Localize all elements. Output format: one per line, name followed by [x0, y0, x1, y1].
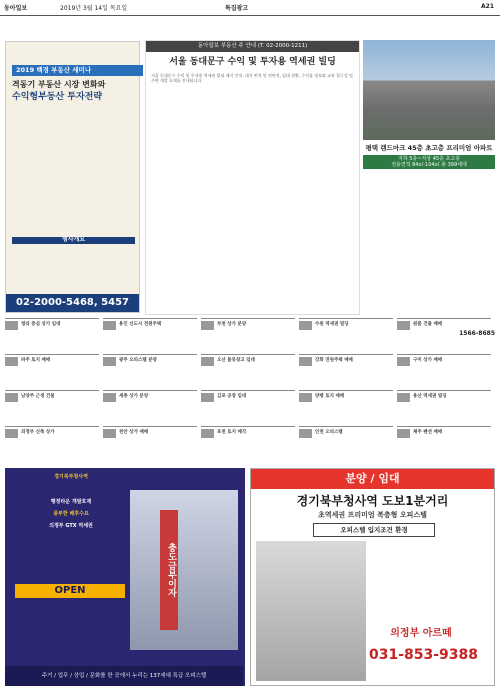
listing-title: 청라 중심 상가 임대 [21, 322, 61, 327]
listing-title: 천안 상가 매매 [119, 430, 149, 435]
apartment-band [363, 155, 495, 169]
listing-photo [299, 321, 312, 330]
listing-item [103, 390, 197, 425]
listing-photo [201, 393, 214, 402]
listing-item [397, 390, 491, 425]
listing-title: 오산 물류창고 임대 [217, 358, 255, 363]
listing-title: 남양주 근생 건물 [21, 394, 55, 399]
office-banner-left [5, 468, 245, 686]
listing-item [201, 318, 295, 353]
issue-date: 2019년 3월 14일 목요일 [60, 5, 128, 12]
listing-photo [5, 357, 18, 366]
listing-photo [5, 429, 18, 438]
seminar-phone: 02-2000-5468, 5457 [6, 294, 139, 312]
listing-photo [103, 321, 116, 330]
listing-photo [5, 321, 18, 330]
sale-rent-header: 분양 / 임대 [251, 469, 494, 489]
listing-item [5, 390, 99, 425]
listing-title: 원룸 건물 매매 [413, 322, 443, 327]
listing-item [5, 426, 99, 461]
listing-item [201, 354, 295, 389]
listing-photo [201, 357, 214, 366]
seminar-title-line2: 수익형부동산 투자전략 [12, 92, 103, 102]
listing-title: 파주 토지 매매 [21, 358, 51, 363]
contact-phone: 031-853-9388 [368, 647, 479, 663]
listing-photo [299, 357, 312, 366]
listing-photo [397, 321, 410, 330]
listing-title: 제주 펜션 매매 [413, 430, 443, 435]
listing-title: 광주 오피스텔 분양 [119, 358, 157, 363]
listing-photo [299, 429, 312, 438]
paper-name: 동아일보 [4, 5, 28, 12]
listing-item [103, 354, 197, 389]
listing-item [299, 390, 393, 425]
location-box: 오피스텔 입지조건 환경 [313, 523, 435, 537]
banner-left-tag: 경기북부청사역 [54, 474, 88, 480]
listing-photo [103, 357, 116, 366]
listing-title: 부천 상가 분양 [217, 322, 247, 327]
listing-photo [397, 357, 410, 366]
seminar-info-label: 행사개요 [12, 237, 135, 244]
banner-left-line3: 의정부 GTX 역세권 [49, 523, 93, 529]
building-sign: 충도금부이자 [160, 510, 178, 630]
listing-title: 의정부 신축 상가 [21, 430, 55, 435]
seminar-title-line1: 격동기 부동산 시장 변화와 [12, 80, 106, 89]
listing-title: 용산 역세권 빌딩 [413, 394, 447, 399]
listing-item [5, 354, 99, 389]
banner-right-subtitle: 초역세권 프리미엄 복층형 오피스텔 [318, 511, 427, 519]
listing-title: 인천 오피스텔 [315, 430, 343, 435]
apartment-phone: 1566-8685 [459, 330, 495, 337]
listing-item [103, 318, 197, 353]
apartment-band-line2: 전용면적 84㎡·104㎡ 총 399세대 [391, 162, 467, 168]
listing-item [201, 390, 295, 425]
section-title: 특집광고 [225, 5, 249, 12]
office-building-image [256, 541, 366, 681]
listing-photo [397, 393, 410, 402]
listing-title: 김포 공장 임대 [217, 394, 247, 399]
listing-subtitle: 서울 동대문구 수익 및 투자용 역세권 빌딩 [169, 57, 336, 67]
listing-title: 포천 토지 매각 [217, 430, 247, 435]
listing-photo [201, 321, 214, 330]
building-illustration [130, 490, 238, 650]
listing-item [397, 318, 491, 353]
listing-item [299, 426, 393, 461]
listing-title: 수원 역세권 빌딩 [315, 322, 349, 327]
page-number: A21 [481, 3, 494, 10]
seminar-year-title: 2019 백경 부동산 세미나 [12, 65, 143, 76]
listing-photo [5, 393, 18, 402]
listing-item [103, 426, 197, 461]
listing-body: 서울 동대문구 수익 및 투자용 역세권 빌딩 매각 안내. 대지 면적 및 연면적, 임대 현황, 수익률 정보와 교통 접근성 및 주변 개발 호재를 안내합니다. [151, 73, 353, 84]
brand-name: 의정부 아르떼 [390, 628, 452, 639]
listing-title: 세종 상가 분양 [119, 394, 149, 399]
building-listing [145, 40, 360, 315]
listing-photo [103, 393, 116, 402]
apartment-band-line1: 지하 5층~지상 45층 초고층 [398, 156, 460, 162]
page-header [0, 0, 500, 16]
listing-photo [201, 429, 214, 438]
banner-left-line2: 풍부한 배후수요 [53, 511, 89, 517]
listing-item [5, 318, 99, 353]
listings-grid [5, 318, 495, 463]
listing-item [299, 354, 393, 389]
seminar-ad [5, 41, 140, 313]
listing-item [201, 426, 295, 461]
office-banner-right [250, 468, 495, 686]
banner-left-line1: 행정타운 개발호재 [50, 499, 92, 505]
banner-right-title: 경기북부청사역 도보1분거리 [296, 494, 449, 508]
apartment-title: 평택 랜드마크 45층 초고층 프리미엄 아파트 [365, 144, 493, 152]
listing-header: 동아일보 부동산 주 안내 (T. 02-2000-1211) [146, 41, 359, 52]
listing-item [397, 354, 491, 389]
listing-item [299, 318, 393, 353]
banner-left-footer: 주거 / 업무 / 상업 / 문화를 한 곳에서 누리는 137세대 특급 오피스텔 [5, 666, 243, 686]
listing-item [397, 426, 491, 461]
listing-photo [397, 429, 410, 438]
listing-photo [103, 429, 116, 438]
listing-title: 강화 전원주택 매매 [315, 358, 353, 363]
listing-title: 구미 상가 매매 [413, 358, 443, 363]
open-badge: OPEN [15, 584, 125, 598]
apartment-photo [363, 40, 495, 140]
listing-title: 양평 토지 매매 [315, 394, 345, 399]
listing-photo [299, 393, 312, 402]
listing-title: 용인 신도시 전원주택 [119, 322, 162, 327]
